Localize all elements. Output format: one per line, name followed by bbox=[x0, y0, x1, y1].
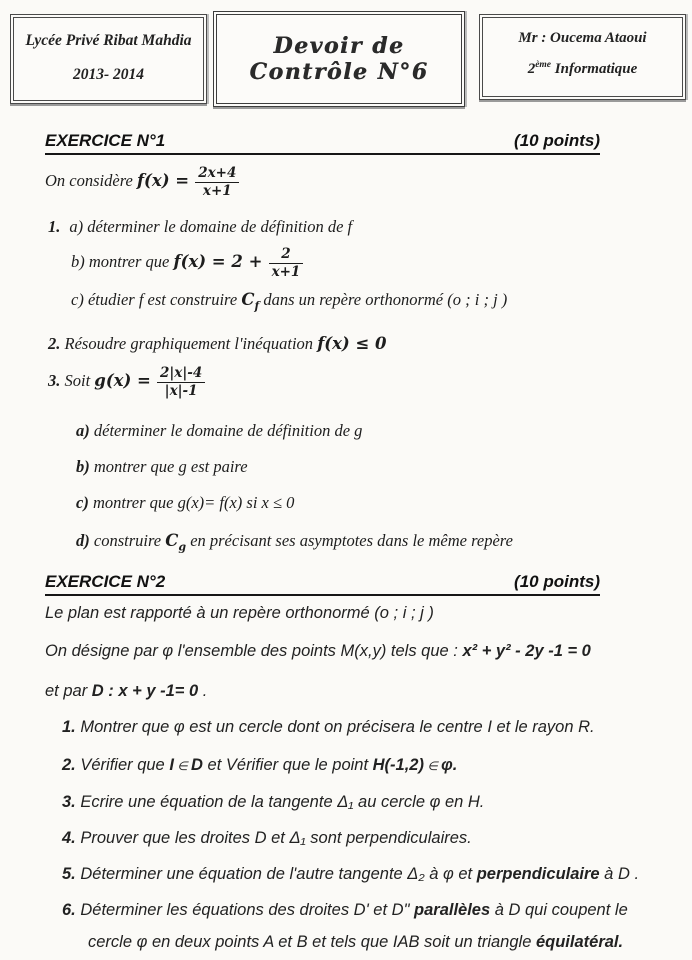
school-year: 2013- 2014 bbox=[72, 66, 145, 83]
fraction-denominator: x+1 bbox=[202, 182, 232, 199]
item-text-end: à D . bbox=[599, 864, 640, 883]
ex1-question3 bbox=[45, 365, 600, 400]
subquestion-text: construire bbox=[89, 530, 166, 550]
subquestion-text: déterminer le domaine de définition de f bbox=[83, 216, 353, 236]
fraction-numerator: 2 bbox=[269, 246, 304, 264]
intro-text-end: . bbox=[198, 681, 208, 700]
point-i: I bbox=[169, 755, 174, 774]
exam-title: Devoir de Contrôle N°6 bbox=[249, 33, 429, 85]
ex1-intro-text: On considère bbox=[45, 171, 137, 191]
school-box bbox=[10, 14, 207, 104]
exam-title-box bbox=[213, 11, 465, 107]
ex1-question3c bbox=[45, 492, 600, 514]
subquestion-text: déterminer le domaine de définition de g bbox=[89, 420, 363, 440]
item-text: cercle φ en deux points A et B et tels que IAB soit un triangle bbox=[88, 932, 536, 951]
ex2-item2 bbox=[45, 754, 600, 777]
exercise2-heading-row bbox=[45, 572, 600, 596]
ex2-item1 bbox=[45, 716, 600, 738]
teacher-box bbox=[479, 14, 686, 100]
item-number: 2. bbox=[62, 755, 76, 774]
question-number: 2. bbox=[48, 333, 61, 353]
ex2-item6-line2 bbox=[45, 931, 624, 953]
item-number: 6. bbox=[62, 900, 76, 919]
teacher-name: Mr : Oucema Ataoui bbox=[518, 30, 647, 46]
ex1-q2-inequality: f(x) ≤ 0 bbox=[317, 333, 387, 353]
ex1-question3d bbox=[45, 530, 600, 558]
school-name: Lycée Privé Ribat Mahdia bbox=[25, 32, 192, 49]
intro-text: On désigne par φ l'ensemble des points M(x,y) tels que : bbox=[45, 641, 463, 660]
fraction-denominator: x+1 bbox=[271, 263, 301, 280]
exercise2-heading: EXERCICE N°2 bbox=[45, 571, 166, 591]
ex2-item4 bbox=[45, 827, 600, 849]
curve-symbol: C bbox=[241, 289, 255, 309]
exercise1-points: (10 points) bbox=[514, 131, 600, 150]
circle-phi: φ. bbox=[441, 755, 458, 774]
ex1-intro-fraction bbox=[195, 165, 239, 200]
element-of-symbol: ∈ bbox=[173, 758, 192, 773]
item-text: Déterminer une équation de l'autre tangente Δ₂ à φ et bbox=[75, 864, 477, 883]
ex1-intro-function: f(x) = bbox=[136, 171, 190, 191]
question-text: Résoudre graphiquement l'inéquation bbox=[60, 333, 318, 353]
line-d: D bbox=[191, 755, 203, 774]
ex2-intro3 bbox=[45, 680, 600, 702]
subquestion-label: b) bbox=[71, 251, 85, 271]
question-text: Soit bbox=[60, 370, 95, 390]
item-text: Déterminer les équations des droites D' et D" bbox=[75, 900, 415, 919]
curve-symbol: C bbox=[165, 530, 179, 550]
class-subject: Informatique bbox=[551, 61, 638, 77]
subquestion-label: d) bbox=[76, 530, 90, 550]
subquestion-text: étudier f est construire bbox=[83, 289, 242, 309]
subquestion-text: montrer que bbox=[84, 251, 174, 271]
exercise1-heading: EXERCICE N°1 bbox=[45, 131, 166, 150]
ex2-item3 bbox=[45, 791, 600, 813]
ex1-question1b bbox=[45, 246, 600, 281]
ex1-q1b-fraction bbox=[269, 246, 304, 281]
ex1-q1b-function: f(x) = 2 + bbox=[173, 251, 263, 271]
ex1-question3a bbox=[45, 420, 600, 442]
subquestion-label: a) bbox=[69, 216, 84, 236]
exam-body bbox=[45, 131, 640, 953]
emphasis-perpendicular: perpendiculaire bbox=[476, 864, 600, 883]
item-number: 4. bbox=[62, 828, 76, 847]
class-level: 2 bbox=[527, 61, 536, 77]
question-number: 3. bbox=[48, 370, 61, 390]
item-text: Ecrire une équation de la tangente Δ₁ au cercle φ en H. bbox=[75, 792, 485, 811]
curve-subscript: f bbox=[254, 298, 260, 312]
item-text-mid: et Vérifier que le point bbox=[202, 755, 373, 774]
ex2-intro1 bbox=[45, 602, 600, 624]
emphasis-parallel: parallèles bbox=[414, 900, 491, 919]
fraction-numerator: 2|x|-4 bbox=[157, 365, 205, 383]
intro-text: Le plan est rapporté à un repère orthonormé (o ; i ; j ) bbox=[45, 603, 434, 622]
subquestion-text-end: dans un repère orthonormé (o ; i ; j ) bbox=[259, 289, 508, 309]
item-number: 3. bbox=[62, 792, 76, 811]
ex1-q3-fraction bbox=[157, 365, 205, 400]
exercise2-points: (10 points) bbox=[514, 571, 600, 591]
item-text: Vérifier que bbox=[75, 755, 170, 774]
subquestion-label: a) bbox=[76, 420, 90, 440]
ex2-item6-line1 bbox=[45, 899, 628, 921]
ex1-question2 bbox=[45, 333, 600, 355]
subquestion-text: montrer que g(x)= f(x) si x ≤ 0 bbox=[88, 492, 295, 512]
ex1-question1a bbox=[45, 216, 600, 238]
subquestion-label: c) bbox=[71, 289, 84, 309]
fraction-denominator: |x|-1 bbox=[164, 382, 198, 399]
ex1-question1c bbox=[45, 289, 600, 317]
item-number: 5. bbox=[62, 864, 76, 883]
emphasis-equilateral: équilatéral. bbox=[535, 932, 624, 951]
subquestion-text-end: en précisant ses asymptotes dans le même repère bbox=[186, 530, 513, 550]
ex2-item5 bbox=[45, 863, 640, 885]
item-text: Montrer que φ est un cercle dont on précisera le centre I et le rayon R. bbox=[75, 717, 595, 736]
element-of-symbol: ∈ bbox=[423, 758, 442, 773]
circle-equation: x² + y² - 2y -1 = 0 bbox=[462, 641, 591, 660]
curve-subscript: g bbox=[178, 539, 187, 553]
fraction-numerator: 2x+4 bbox=[195, 165, 239, 183]
ex1-q3-function: g(x) = bbox=[94, 370, 151, 390]
exercise1-heading-row bbox=[45, 131, 600, 155]
subquestion-label: b) bbox=[76, 456, 90, 476]
ex2-intro2 bbox=[45, 640, 600, 662]
ex1-question3b bbox=[45, 456, 600, 478]
teacher-class bbox=[483, 61, 682, 78]
subquestion-text: montrer que g est paire bbox=[89, 456, 248, 476]
ex1-intro-line bbox=[45, 165, 600, 200]
intro-text: et par bbox=[45, 681, 92, 700]
line-equation: D : x + y -1= 0 bbox=[91, 681, 199, 700]
item-text-mid: à D qui coupent le bbox=[490, 900, 628, 919]
subquestion-label: c) bbox=[76, 492, 89, 512]
class-level-exponent: ème bbox=[535, 60, 552, 70]
question-number: 1. bbox=[48, 216, 61, 236]
item-number: 1. bbox=[62, 717, 76, 736]
point-h: H(-1,2) bbox=[372, 755, 424, 774]
item-text: Prouver que les droites D et Δ₁ sont perpendiculaires. bbox=[75, 828, 472, 847]
